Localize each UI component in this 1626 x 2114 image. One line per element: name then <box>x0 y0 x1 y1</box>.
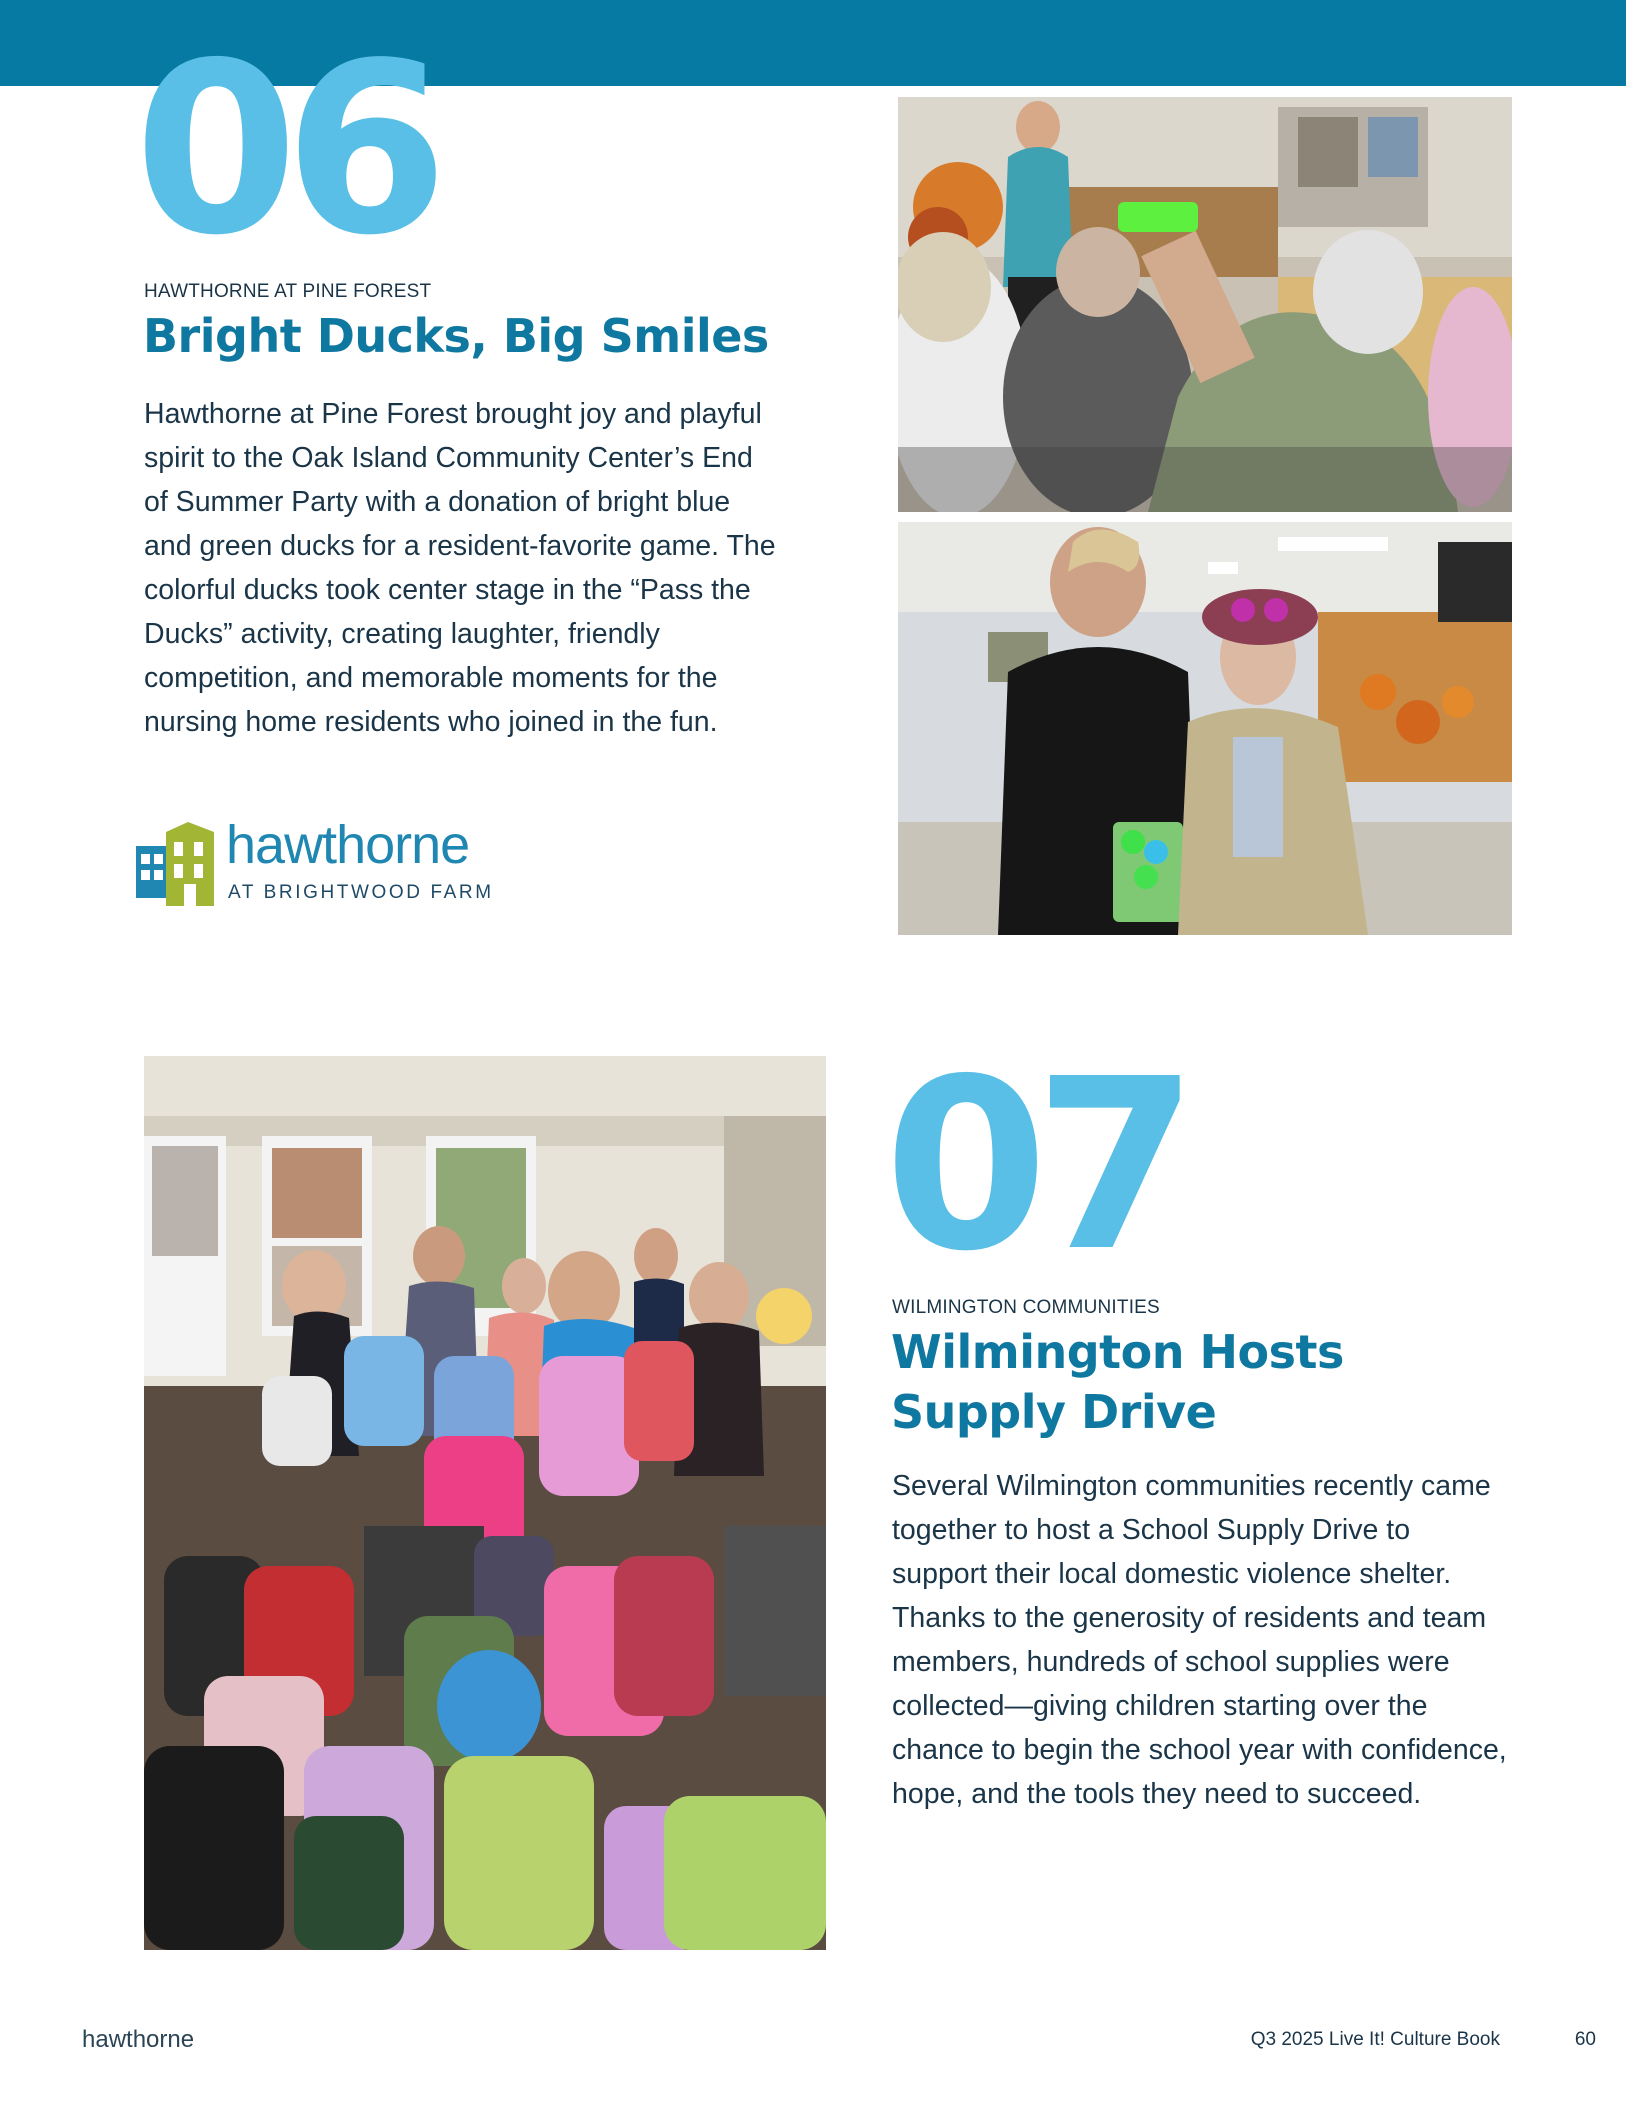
logo-wordmark: hawthorne <box>226 815 470 875</box>
section-06-eyebrow: HAWTHORNE AT PINE FOREST <box>144 281 432 302</box>
hawthorne-brightwood-logo <box>136 815 496 910</box>
page-number: 60 <box>1574 2029 1596 2050</box>
footer-publication-title: Q3 2025 Live It! Culture Book <box>1250 2029 1500 2050</box>
section-number-06: 06 <box>134 12 435 287</box>
section-07-headline-line1: Wilmington Hosts <box>891 1325 1344 1379</box>
photo-school-supply-drive <box>144 1056 826 1950</box>
logo-subtitle: AT BRIGHTWOOD FARM <box>228 882 494 903</box>
section-07-body: Several Wilmington communities recently came together to host a School Supply Drive to support their local domestic violence shelter. Thanks to the generosity of residents and team members, hundreds of school supplies were collected—giving children starting over the chance to begin the school year with confidence, hope, and the tools they need to succeed. <box>892 1470 1507 1810</box>
building-logo-icon <box>136 820 216 906</box>
section-07-headline-line2: Supply Drive <box>891 1385 1217 1439</box>
section-06-body: Hawthorne at Pine Forest brought joy and playful spirit to the Oak Island Community Center’s End of Summer Party with a donation of bright blue and green ducks for a resident-favorite game. The colorful ducks took center stage in the “Pass the Ducks” activity, creating laughter, friendly competition, and memorable moments for the nursing home residents who joined in the fun. <box>144 398 776 738</box>
section-number-07: 07 <box>884 1028 1185 1303</box>
section-07-eyebrow: WILMINGTON COMMUNITIES <box>892 1297 1160 1318</box>
footer-brand: hawthorne <box>82 2026 195 2053</box>
photo-ducks-container <box>898 522 1512 935</box>
section-07-headline <box>891 1322 1531 1442</box>
photo-pass-the-ducks <box>898 97 1512 512</box>
section-06-headline: Bright Ducks, Big Smiles <box>143 309 769 363</box>
